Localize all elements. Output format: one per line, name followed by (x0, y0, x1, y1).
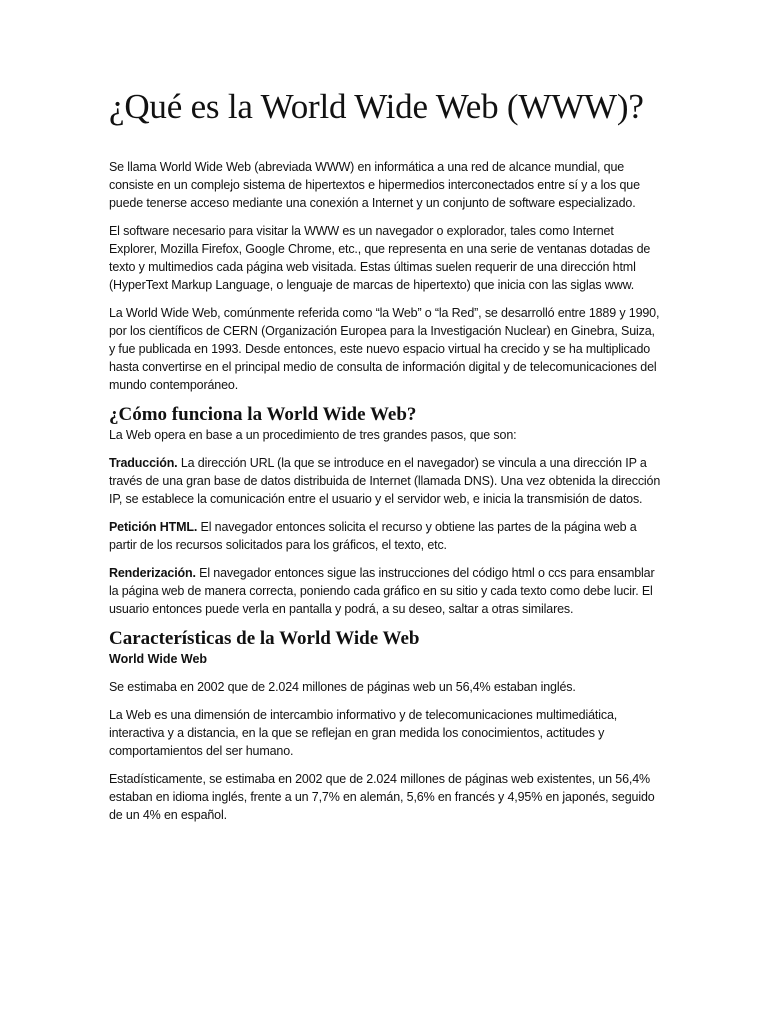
step-paragraph (109, 564, 661, 618)
section-lead: La Web opera en base a un procedimiento de tres grandes pasos, que son: (109, 428, 517, 442)
intro-paragraph: La World Wide Web, comúnmente referida como “la Web” o “la Red”, se desarrolló entre 1889 y 1990, por los científicos de CERN (Organización Europea para la Investigación Nuclear) en Ginebra, Suiza, y fue publicada en 1993. Desde entonces, este nuevo espacio virtual ha crecido y se ha multiplicado hasta convertirse en el principal medio de consulta de información digital y de telecomunicaciones del mundo contemporáneo. (109, 306, 660, 392)
section-subheading: World Wide Web (109, 652, 208, 666)
features-paragraph: Estadísticamente, se estimaba en 2002 que de 2.024 millones de páginas web existentes, un 56,4% estaban en idioma inglés, frente a un 7,7% en alemán, 5,6% en francés y 4,95% en japonés, seguido de un 4% en español. (109, 772, 655, 822)
step-term: Traducción. (109, 456, 178, 470)
step-text: La dirección URL (la que se introduce en el navegador) se vincula a una dirección IP a través de una gran base de datos distribuida de Internet (llamada DNS). Una vez obtenida la dirección IP, se establece la comunicación entre el usuario y el servidor web, e inicia la transmisión de datos. (109, 456, 661, 506)
document-page (109, 86, 661, 834)
section-heading-how: ¿Cómo funciona la World Wide Web? (109, 404, 417, 425)
step-text: El navegador entonces sigue las instrucciones del código html o ccs para ensamblar la página web de manera correcta, poniendo cada gráfico en su sitio y cada texto como debe lucir. El usuario entonces puede verla en pantalla y podrá, a su deseo, saltar a otras similares. (109, 566, 655, 616)
step-term: Petición HTML. (109, 520, 198, 534)
features-paragraph: Se estimaba en 2002 que de 2.024 millones de páginas web un 56,4% estaban inglés. (109, 680, 576, 694)
step-text: El navegador entonces solicita el recurso y obtiene las partes de la página web a partir de los recursos solicitados para los gráficos, el texto, etc. (109, 520, 637, 552)
page-title: ¿Qué es la World Wide Web (WWW)? (109, 87, 644, 126)
intro-paragraph: Se llama World Wide Web (abreviada WWW) en informática a una red de alcance mundial, que consiste en un complejo sistema de hipertextos e hipermedios interconectados entre sí y a los que puede tenerse acceso mediante una conexión a Internet y un conjunto de software especializado. (109, 160, 640, 210)
intro-paragraph: El software necesario para visitar la WWW es un navegador o explorador, tales como Internet Explorer, Mozilla Firefox, Google Chrome, etc., que representa en una serie de ventanas dotadas de texto y multimedios cada página web visitada. Estas últimas suelen requerir de una dirección html (HyperText Markup Language, o lenguaje de marcas de hipertexto) que inicia con las siglas www. (109, 224, 651, 292)
features-paragraph: La Web es una dimensión de intercambio informativo y de telecomunicaciones multimediática, interactiva y a distancia, en la que se reflejan en gran medida los conocimientos, actitudes y comportamientos del ser humano. (109, 708, 618, 758)
step-paragraph (109, 518, 661, 554)
step-paragraph (109, 454, 661, 508)
section-heading-features: Características de la World Wide Web (109, 628, 420, 649)
step-term: Renderización. (109, 566, 196, 580)
